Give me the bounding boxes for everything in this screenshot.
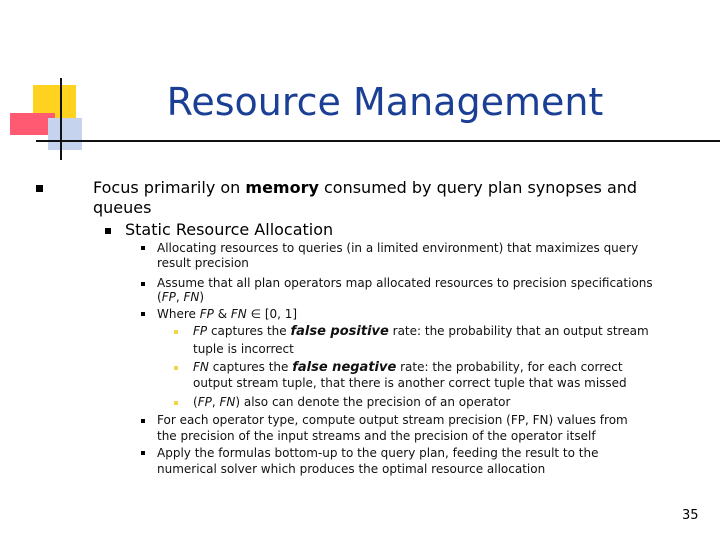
item-each-operator-cont: the precision of the input streams and the precision of the operator itself bbox=[157, 429, 596, 443]
bullet-marker bbox=[174, 401, 178, 405]
bullet-static-resource-allocation: Static Resource Allocation bbox=[125, 220, 334, 239]
item-fp-captures-cont: tuple is incorrect bbox=[193, 342, 294, 356]
bullet-marker bbox=[141, 246, 145, 250]
item-assume-cont: (FP, FN) bbox=[157, 290, 205, 304]
item-where: Where FP & FN ∈ [0, 1] bbox=[157, 307, 298, 321]
item-allocating-cont: result precision bbox=[157, 256, 249, 270]
item-apply-formulas: Apply the formulas bottom-up to the query plan, feeding the result to the bbox=[157, 446, 599, 460]
item-fn-captures: FN captures the false negative rate: the probability, for each correct bbox=[193, 360, 623, 375]
item-fp-fn-precision: (FP, FN) also can denote the precision of an operator bbox=[193, 395, 511, 409]
item-each-operator: For each operator type, compute output stream precision (FP, FN) values from bbox=[157, 413, 628, 427]
bullet-marker bbox=[174, 366, 178, 370]
decor-horizontal-rule bbox=[36, 140, 720, 142]
bullet-focus-memory: Focus primarily on memory consumed by query plan synopses and bbox=[93, 178, 638, 197]
slide-title: Resource Management bbox=[166, 80, 604, 124]
page-number: 35 bbox=[682, 508, 699, 523]
bullet-marker bbox=[105, 228, 111, 234]
bullet-marker bbox=[141, 282, 145, 286]
item-assume: Assume that all plan operators map allocated resources to precision specifications bbox=[157, 276, 653, 290]
bullet-marker bbox=[141, 419, 145, 423]
bullet-marker bbox=[141, 451, 145, 455]
item-allocating: Allocating resources to queries (in a limited environment) that maximizes query bbox=[157, 241, 639, 255]
item-fn-captures-cont: output stream tuple, that there is another correct tuple that was missed bbox=[193, 376, 627, 390]
bullet-marker bbox=[141, 312, 145, 316]
bullet-marker bbox=[36, 185, 43, 192]
bullet-marker bbox=[174, 330, 178, 334]
bullet-focus-memory-cont: queues bbox=[93, 198, 152, 217]
item-fp-captures: FP captures the false positive rate: the probability that an output stream bbox=[193, 324, 649, 339]
item-apply-formulas-cont: numerical solver which produces the optimal resource allocation bbox=[157, 462, 546, 476]
